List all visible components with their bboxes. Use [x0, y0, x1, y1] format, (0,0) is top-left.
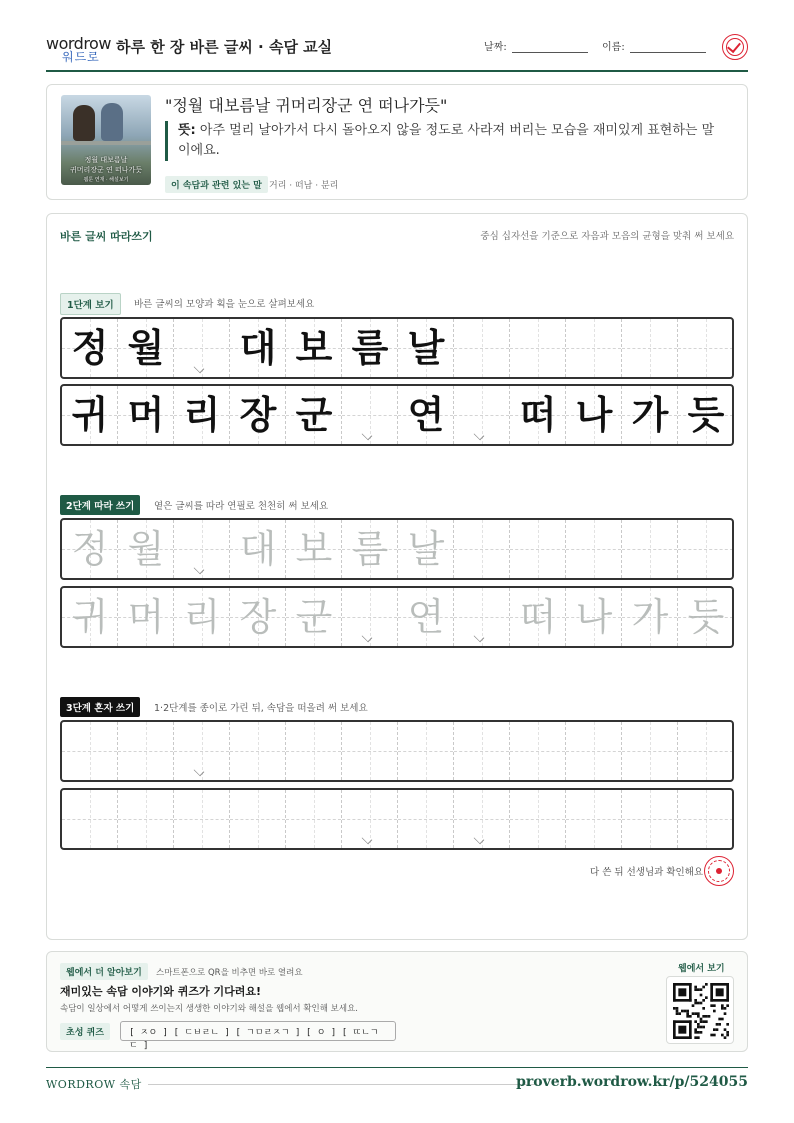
qr-label: 웹에서 보기: [678, 964, 725, 974]
proverb-title: "정월 대보름날 귀머리장군 연 떠나가듯": [165, 96, 448, 115]
logo-text: wordrow: [46, 34, 111, 53]
grid-cell: [342, 790, 398, 848]
grid-cell: [230, 319, 286, 377]
grid-cell: [230, 588, 286, 646]
step1-badge: 1단계 보기: [60, 293, 121, 315]
grid-cell: [398, 790, 454, 848]
web-description: 속담이 일상에서 어떻게 쓰이는지 생생한 이야기와 해설을 웹에서 확인해 보세요.: [60, 1004, 358, 1014]
grid-character: 름: [351, 326, 389, 370]
grid-cell: [342, 520, 398, 578]
footer-rule: [148, 1084, 538, 1085]
step3-row1[interactable]: [60, 720, 734, 782]
step2-row2[interactable]: [60, 586, 734, 648]
web-badge: 웹에서 더 알아보기: [60, 963, 148, 980]
grid-character: 군: [295, 595, 333, 639]
grid-cell: [454, 790, 510, 848]
grid-cell: [286, 520, 342, 578]
grid-cell: [118, 588, 174, 646]
space-mark-icon: [474, 834, 485, 845]
grid-cell: [566, 386, 622, 444]
step3-note: 1·2단계를 종이로 가린 뒤, 속담을 떠올려 써 보세요: [154, 703, 368, 714]
grid-cell: [230, 790, 286, 848]
thumbnail-line: 정월 대보름날: [84, 156, 128, 164]
grid-cell: [566, 588, 622, 646]
name-field[interactable]: [630, 52, 706, 53]
step1-note: 바른 글씨의 모양과 획을 눈으로 살펴보세요: [134, 299, 315, 310]
grid-character: 리: [183, 393, 221, 437]
grid-character: 가: [631, 393, 669, 437]
grid-character: 월: [127, 326, 165, 370]
grid-cell: [286, 386, 342, 444]
grid-cell: [454, 588, 510, 646]
logo-subtext: 워드로: [62, 50, 100, 64]
grid-cell: [286, 319, 342, 377]
grid-cell: [566, 722, 622, 780]
space-mark-icon: [194, 766, 205, 777]
grid-character: 리: [183, 595, 221, 639]
proverb-card: [46, 84, 748, 200]
space-mark-icon: [194, 363, 205, 374]
grid-cell: [230, 520, 286, 578]
approval-stamp-icon: [722, 34, 748, 60]
grid-cell: [622, 588, 678, 646]
grid-cell: [398, 722, 454, 780]
grid-character: 대: [239, 527, 277, 571]
grid-character: 월: [127, 527, 165, 571]
grid-cell: [342, 319, 398, 377]
grid-cell: [286, 790, 342, 848]
grid-cell: [678, 588, 734, 646]
space-mark-icon: [474, 632, 485, 643]
grid-cell: [454, 386, 510, 444]
grid-character: 떠: [519, 393, 557, 437]
related-tag: 이 속담과 관련 있는 말: [165, 176, 268, 193]
step1-row2: [60, 384, 734, 446]
quiz-answer-box[interactable]: [ ㅈㅇ ] [ ㄷㅂㄹㄴ ] [ ㄱㅁㄹㅈㄱ ] [ ㅇ ] [ ㄸㄴㄱㄷ ]: [120, 1021, 396, 1041]
grid-character: 보: [295, 527, 333, 571]
grid-character: 듯: [687, 595, 725, 639]
grid-cell: [62, 520, 118, 578]
grid-cell: [342, 722, 398, 780]
grid-cell: [62, 790, 118, 848]
grid-character: 연: [407, 595, 445, 639]
grid-cell: [622, 790, 678, 848]
footer-brand: WORDROW 속담: [46, 1078, 142, 1091]
step3-row2[interactable]: [60, 788, 734, 850]
grid-cell: [62, 588, 118, 646]
grid-cell: [62, 386, 118, 444]
grid-cell: [678, 520, 734, 578]
grid-character: 나: [575, 595, 613, 639]
grid-character: 대: [239, 326, 277, 370]
practice-note: 중심 십자선을 기준으로 자음과 모음의 균형을 맞춰 써 보세요: [480, 231, 734, 242]
grid-cell: [510, 386, 566, 444]
proverb-thumbnail[interactable]: [61, 95, 151, 185]
grid-cell: [118, 386, 174, 444]
grid-cell: [118, 722, 174, 780]
practice-title: 바른 글씨 따라쓰기: [60, 230, 153, 243]
grid-character: 듯: [687, 393, 725, 437]
footer-divider: [46, 1067, 748, 1068]
web-headline: 재미있는 속담 이야기와 퀴즈가 기다려요!: [60, 985, 261, 998]
grid-cell: [678, 319, 734, 377]
space-mark-icon: [194, 564, 205, 575]
grid-character: 장: [239, 393, 277, 437]
grid-cell: [622, 722, 678, 780]
thumbnail-line: 귀머리장군 연 떠나가듯: [69, 166, 143, 174]
meaning-label: 뜻:: [178, 123, 196, 138]
grid-cell: [678, 790, 734, 848]
grid-cell: [398, 588, 454, 646]
grid-cell: [678, 386, 734, 444]
thumbnail-line: 웹툰 연재 · 해설보기: [83, 177, 129, 183]
grid-cell: [174, 722, 230, 780]
grid-cell: [174, 790, 230, 848]
grid-cell: [118, 790, 174, 848]
quiz-label: 초성 퀴즈: [60, 1023, 110, 1040]
grid-cell: [622, 386, 678, 444]
qr-frame[interactable]: [666, 976, 734, 1044]
grid-character: 머: [127, 595, 165, 639]
date-label: 날짜:: [484, 42, 507, 53]
grid-character: 귀: [71, 595, 109, 639]
grid-character: 정: [71, 326, 109, 370]
grid-cell: [230, 386, 286, 444]
grid-cell: [678, 722, 734, 780]
grid-cell: [566, 520, 622, 578]
grid-cell: [62, 319, 118, 377]
grid-cell: [230, 722, 286, 780]
grid-cell: [342, 588, 398, 646]
footer-url[interactable]: proverb.wordrow.kr/p/524055: [516, 1074, 748, 1090]
teacher-seal-icon: [704, 856, 734, 886]
page-header: [46, 28, 748, 72]
space-mark-icon: [362, 632, 373, 643]
related-words: 거리 · 떠남 · 분리: [269, 181, 339, 191]
grid-character: 날: [407, 527, 445, 571]
grid-cell: [510, 588, 566, 646]
page-title: 하루 한 장 바른 글씨 · 속담 교실: [116, 38, 333, 56]
step2-row1[interactable]: [60, 518, 734, 580]
grid-cell: [118, 319, 174, 377]
grid-cell: [398, 386, 454, 444]
grid-cell: [622, 319, 678, 377]
grid-character: 장: [239, 595, 277, 639]
grid-cell: [342, 386, 398, 444]
grid-character: 보: [295, 326, 333, 370]
grid-character: 떠: [519, 595, 557, 639]
proverb-meaning: [165, 121, 725, 161]
date-field[interactable]: [512, 52, 588, 53]
grid-cell: [174, 588, 230, 646]
grid-cell: [286, 588, 342, 646]
grid-cell: [174, 520, 230, 578]
grid-cell: [622, 520, 678, 578]
grid-character: 귀: [71, 393, 109, 437]
grid-cell: [62, 722, 118, 780]
grid-cell: [454, 520, 510, 578]
grid-cell: [118, 520, 174, 578]
grid-cell: [510, 722, 566, 780]
grid-cell: [566, 790, 622, 848]
grid-cell: [398, 319, 454, 377]
grid-character: 가: [631, 595, 669, 639]
grid-cell: [398, 520, 454, 578]
step1-row1: [60, 317, 734, 379]
grid-character: 날: [407, 326, 445, 370]
space-mark-icon: [474, 430, 485, 441]
step2-badge: 2단계 따라 쓰기: [60, 495, 140, 515]
step2-note: 옅은 글씨를 따라 연필로 천천히 써 보세요: [154, 501, 329, 512]
grid-character: 나: [575, 393, 613, 437]
step3-badge: 3단계 혼자 쓰기: [60, 697, 140, 717]
grid-character: 연: [407, 393, 445, 437]
web-badge-note: 스마트폰으로 QR을 비추면 바로 열려요: [156, 968, 303, 978]
grid-cell: [174, 319, 230, 377]
grid-cell: [174, 386, 230, 444]
space-mark-icon: [362, 834, 373, 845]
qr-code-icon: [673, 983, 729, 1039]
name-label: 이름:: [602, 42, 625, 53]
grid-cell: [510, 520, 566, 578]
grid-character: 군: [295, 393, 333, 437]
grid-cell: [454, 319, 510, 377]
grid-cell: [566, 319, 622, 377]
meaning-text: 아주 멀리 날아가서 다시 돌아오지 않을 정도로 사라져 버리는 모습을 재미있게 표현하는 말이에요.: [178, 123, 715, 158]
grid-character: 정: [71, 527, 109, 571]
grid-cell: [510, 319, 566, 377]
grid-cell: [454, 722, 510, 780]
space-mark-icon: [362, 430, 373, 441]
grid-cell: [510, 790, 566, 848]
teacher-check-note: 다 쓴 뒤 선생님과 확인해요: [590, 867, 704, 878]
grid-character: 머: [127, 393, 165, 437]
grid-character: 름: [351, 527, 389, 571]
grid-cell: [286, 722, 342, 780]
